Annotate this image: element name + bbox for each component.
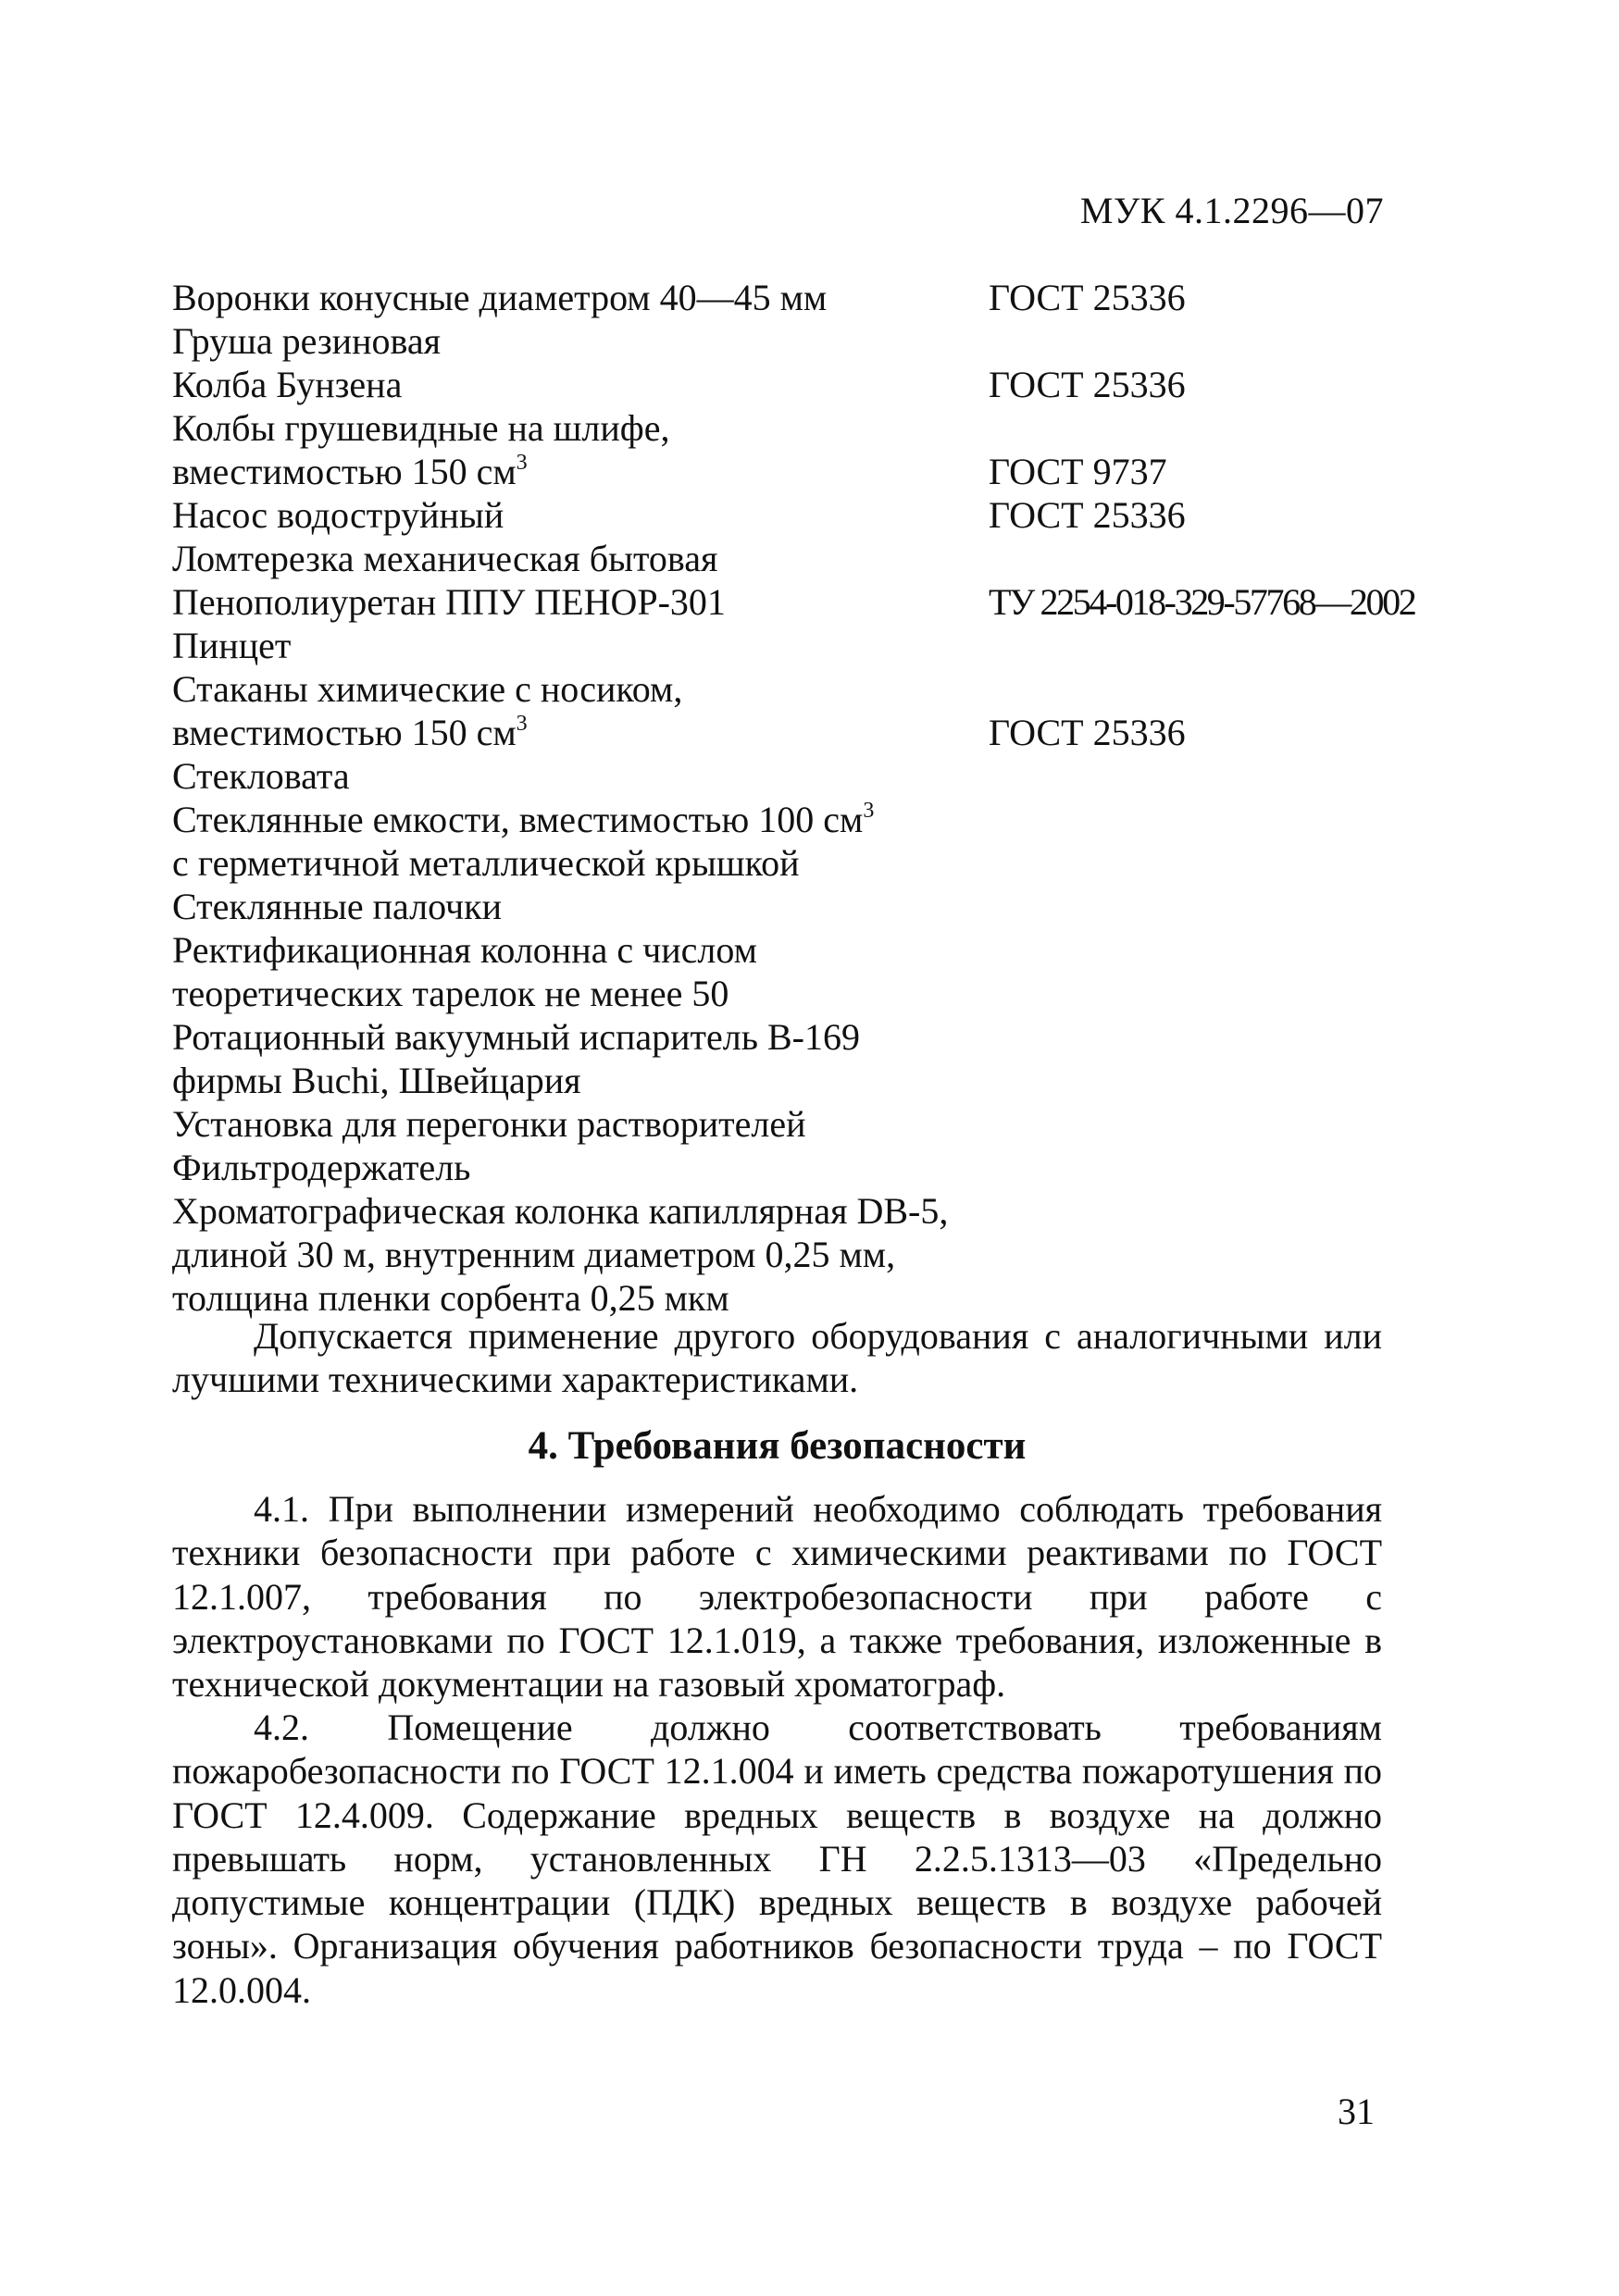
equipment-row	[172, 798, 1403, 841]
equipment-row	[172, 1015, 1403, 1059]
equipment-standard: ГОСТ 25336	[989, 364, 1186, 405]
paragraph-4-2: 4.2. Помещение должно соответствовать требованиям пожаробезопасности по ГОСТ 12.1.004 и иметь средства пожаротушения по ГОСТ 12.4.009. Содержание вредных веществ в воздухе на должно превышать норм, установленных ГН 2.2.5.1313—03 «Предельно допустимые концентрации (ПДК) вредных веществ в воздухе рабочей зоны». Организация обучения работников безопасности труда – по ГОСТ 12.0.004.	[172, 1706, 1382, 2011]
equipment-item: длиной 30 м, внутренним диаметром 0,25 мм,	[172, 1234, 896, 1275]
equipment-item: теоретических тарелок не менее 50	[172, 973, 729, 1014]
equipment-item: Установка для перегонки растворителей	[172, 1103, 806, 1145]
equipment-row	[172, 406, 1403, 450]
equipment-row	[172, 841, 1403, 885]
equipment-row	[172, 493, 1403, 537]
equipment-row	[172, 363, 1403, 406]
equipment-row	[172, 972, 1403, 1015]
equipment-item: Стеклянные емкости, вместимостью 100 $см^3$	[172, 799, 875, 840]
equipment-item: Хроматографическая колонка капиллярная DB-5,	[172, 1190, 949, 1232]
equipment-row	[172, 885, 1403, 928]
equipment-item: толщина пленки сорбента 0,25 мкм	[172, 1277, 729, 1319]
equipment-row	[172, 1146, 1403, 1189]
equipment-item: Пенополиуретан ППУ ПЕНОР-301	[172, 581, 726, 623]
equipment-item: с герметичной металлической крышкой	[172, 842, 800, 884]
superscript-unit: 3	[516, 712, 528, 736]
equipment-standard: ГОСТ 25336	[989, 494, 1186, 536]
equipment-row	[172, 711, 1403, 754]
equipment-row	[172, 1059, 1403, 1102]
equipment-row	[172, 276, 1403, 319]
equipment-row	[172, 754, 1403, 798]
equipment-row	[172, 1189, 1403, 1233]
document-code-header: МУК 4.1.2296—07	[1079, 190, 1384, 231]
equipment-item: Фильтродержатель	[172, 1147, 471, 1188]
superscript-unit: 3	[516, 451, 528, 475]
equipment-row	[172, 1233, 1403, 1276]
section-heading: 4. Требования безопасности	[528, 1424, 1027, 1468]
equipment-row	[172, 319, 1403, 363]
equipment-note-paragraph: Допускается применение другого оборудования с аналогичными или лучшими техническими характеристиками.	[172, 1315, 1382, 1401]
equipment-item: Пинцет	[172, 625, 292, 666]
equipment-row	[172, 1102, 1403, 1146]
equipment-item: Стекловата	[172, 755, 350, 797]
equipment-standard: ГОСТ 9737	[989, 451, 1167, 492]
equipment-row	[172, 580, 1415, 624]
equipment-standard: ГОСТ 25336	[989, 277, 1186, 318]
equipment-standard: ТУ 2254-018-329-57768—2002	[989, 581, 1415, 623]
equipment-item: Ломтерезка механическая бытовая	[172, 538, 718, 579]
equipment-item: Колба Бунзена	[172, 364, 403, 405]
equipment-item: Ротационный вакуумный испаритель В-169	[172, 1016, 860, 1058]
equipment-item: фирмы Buchi, Швейцария	[172, 1060, 581, 1101]
equipment-item: Колбы грушевидные на шлифе,	[172, 407, 670, 449]
equipment-item: Груша резиновая	[172, 320, 441, 362]
equipment-standard: ГОСТ 25336	[989, 712, 1186, 753]
equipment-item: вместимостью 150 $см^3$	[172, 712, 528, 753]
equipment-row	[172, 928, 1403, 972]
equipment-row	[172, 667, 1403, 711]
paragraph-4-1: 4.1. При выполнении измерений необходимо соблюдать требования техники безопасности при работе с химическими реактивами по ГОСТ 12.1.007, требования по электробезопасности при работе с электроустановками по ГОСТ 12.1.019, а также требования, изложенные в технической документации на газовый хроматограф.	[172, 1488, 1382, 1706]
equipment-row	[172, 537, 1403, 580]
equipment-item: Стаканы химические с носиком,	[172, 668, 683, 710]
equipment-row	[172, 624, 1403, 667]
equipment-item: вместимостью 150 $см^3$	[172, 451, 528, 492]
equipment-item: Стеклянные палочки	[172, 886, 503, 927]
equipment-list	[172, 276, 1415, 1320]
page-number: 31	[1338, 2091, 1375, 2132]
equipment-item: Воронки конусные диаметром 40—45 мм	[172, 277, 828, 318]
superscript-unit: 3	[863, 799, 875, 823]
equipment-row	[172, 1276, 1403, 1320]
equipment-item: Насос водоструйный	[172, 494, 504, 536]
equipment-row	[172, 450, 1403, 493]
equipment-item: Ректификационная колонна с числом	[172, 929, 757, 971]
